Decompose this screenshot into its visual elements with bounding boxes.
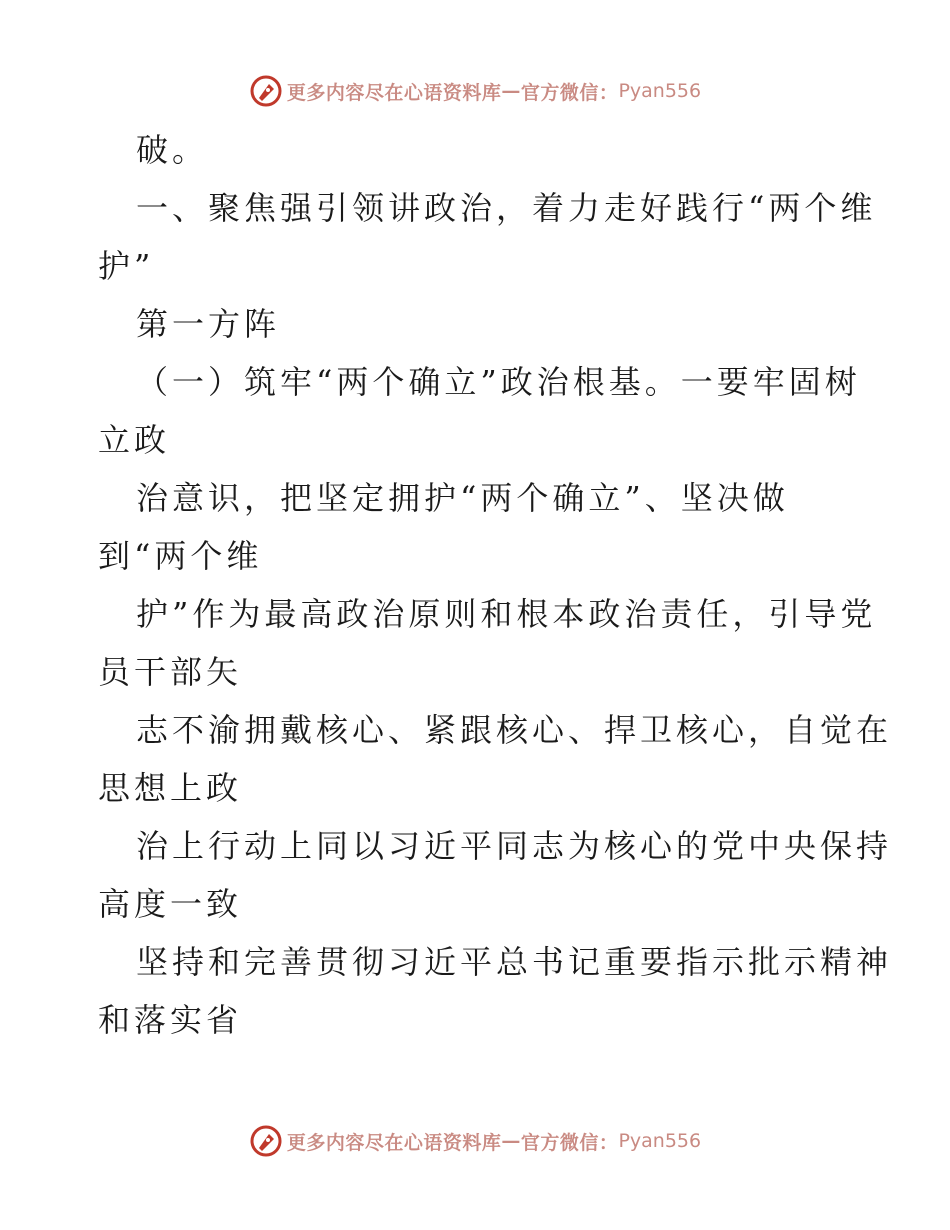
text-line: 高度一致 [98, 885, 243, 923]
banner-title: 更多内容尽在心语资料库 [286, 81, 502, 104]
pen-nib-logo-icon [249, 1124, 283, 1158]
subheading: 第一方阵 [136, 305, 281, 343]
footer-banner [0, 1121, 950, 1161]
banner-title: 更多内容尽在心语资料库 [286, 1131, 502, 1154]
text-line: 和落实省 [98, 1001, 243, 1039]
text-line: 破。 [136, 131, 209, 169]
text-line: 治上行动上同以习近平同志为核心的党中央保持 [136, 827, 893, 865]
text-line: 治意识，把坚定拥护“两个确立”、坚决做 [136, 479, 789, 517]
banner-dash: — [501, 1130, 521, 1152]
pen-nib-logo-icon [249, 74, 283, 108]
header-banner [0, 71, 950, 111]
text-line: 志不渝拥戴核心、紧跟核心、捍卫核心，自觉在 [136, 711, 893, 749]
text-line: 护”作为最高政治原则和根本政治责任，引导党 [136, 595, 877, 633]
text-line: 立政 [98, 421, 171, 459]
text-line: 到“两个维 [98, 537, 263, 575]
banner-wechat-id: Pyan556 [618, 1130, 702, 1152]
banner-wechat-id: Pyan556 [618, 80, 702, 102]
banner-wechat-label: 官方微信： [520, 81, 619, 104]
text-line: 思想上政 [98, 769, 243, 807]
text-line: 员干部矢 [98, 653, 243, 691]
banner-dash: — [501, 80, 521, 102]
section-heading: 一、聚焦强引领讲政治，着力走好践行“两个维 [136, 189, 877, 227]
text-line: 护” [98, 247, 155, 285]
text-line: （一）筑牢“两个确立”政治根基。一要牢固树 [136, 363, 861, 401]
text-line: 坚持和完善贯彻习近平总书记重要指示批示精神 [136, 943, 893, 981]
banner-wechat-label: 官方微信： [520, 1131, 619, 1154]
